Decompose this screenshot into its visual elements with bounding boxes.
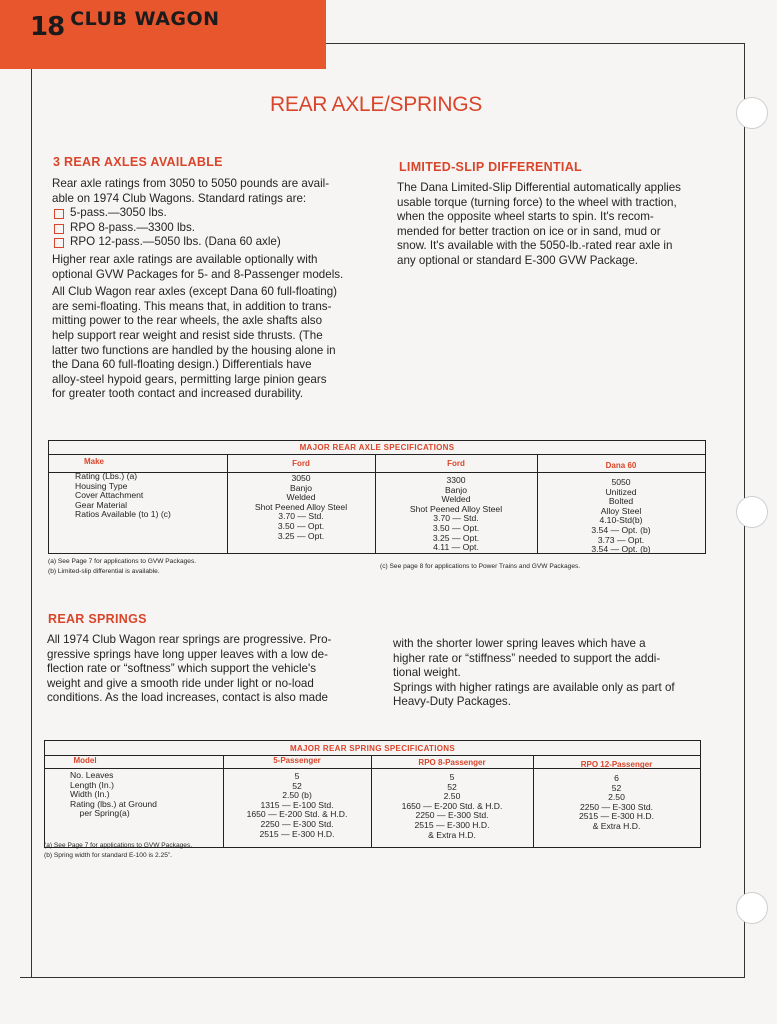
limited-slip-text-line: when the opposite wheel starts to spin. It's recom- [397,210,654,224]
table-cell: 2.50 [443,791,461,802]
limited-slip-body [397,181,681,269]
table-row-label: Length (In.) [70,779,114,790]
limited-slip-text-line: any optional or standard E-300 GVW Package. [397,253,639,267]
axle-table-footnotes [48,557,196,577]
table-row-label: Width (In.) [70,789,110,800]
axle-table-caption: MAJOR REAR AXLE SPECIFICATIONS [299,443,455,452]
springs-text-line: conditions. As the load increases, contact is also made [47,691,328,705]
axles-text-line: the Dana 60 full-floating design.) Differentials have [52,358,312,372]
springs-body-left [47,633,331,706]
table-cell: 2515 — E-300 H.D. [259,828,335,839]
table-cell: 3.50 — Opt. [277,520,325,531]
axles-list-item: RPO 12-pass.—5050 lbs. (Dana 60 axle) [52,235,343,250]
table-cell: & Extra H.D. [428,829,476,840]
table-cell: 5050 [611,477,631,487]
springs-text-line: weight and give a smooth ride under light or no-load [47,676,314,690]
table-row-label: Gear Material [75,499,128,510]
axles-heading: 3 REAR AXLES AVAILABLE [53,155,223,169]
axles-text-line: All Club Wagon rear axles (except Dana 60 full-floating) [52,285,338,299]
table-cell: Shot Peened Alloy Steel [254,501,348,512]
table-cell: 3.70 — Std. [433,513,479,524]
table-cell: 2250 — E-300 Std. [579,801,654,812]
axle-table-col-header: Ford [292,459,310,468]
springs-text-line: higher rate or “stiffness” needed to support the addi- [393,651,661,665]
spring-table-column [223,772,371,839]
binder-hole [736,97,768,129]
axle-table-col-header: Dana 60 [605,461,637,470]
table-cell: 3.50 — Opt. [432,522,480,533]
spring-table-col-header: RPO 12-Passenger [580,760,653,769]
table-cell: & Extra H.D. [592,820,641,831]
table-cell: Welded [441,494,471,505]
springs-text-line: gressive springs have long upper leaves with a low de- [47,647,328,661]
header-title [30,8,220,42]
axles-body [52,177,343,402]
page-number: 18 [30,12,65,42]
table-cell: Alloy Steel [600,505,642,516]
spring-table-row-labels [70,771,157,819]
axle-table-footnote-c: (c) See page 8 for applications to Power Trains and GVW Packages. [380,563,581,570]
binder-hole [736,496,768,528]
table-cell: 1315 — E-100 Std. [260,799,334,810]
spring-spec-table [44,740,701,848]
table-cell: 4.11 — Opt. [433,542,479,553]
table-cell: 3.54 — Opt. (b) [591,544,651,555]
table-cell: 5 [449,772,455,782]
table-row-label: No. Leaves [70,770,114,780]
table-rule [49,454,705,455]
table-cell: Bolted [608,496,634,507]
table-cell: Unitized [605,486,637,497]
axles-text-line: mitting power to the rear wheels, the axle shafts also [52,314,323,328]
axles-text-line: help support rear weight and resist side thrusts. (The [52,328,323,342]
axles-text-line: optional GVW Packages for 5- and 8-Passenger models. [52,267,344,281]
frame-line-bottom [20,977,745,978]
table-cell: Banjo [290,482,312,493]
springs-body-right [393,637,675,710]
table-rule [45,755,700,756]
spring-table-column [371,773,533,840]
table-cell: 2515 — E-300 H.D. [579,811,654,822]
limited-slip-heading: LIMITED-SLIP DIFFERENTIAL [399,160,582,174]
axle-table-column [375,476,537,553]
springs-text-line: with the shorter lower spring leaves which have a [393,637,646,650]
table-cell: 3050 [291,473,311,483]
table-cell: 52 [611,782,622,793]
axle-table-col-header: Ford [447,459,465,468]
table-cell: 1650 — E-200 Std. & H.D. [401,800,503,811]
table-row-label: Housing Type [75,480,128,491]
axle-table-row-labels [75,472,171,520]
axle-table-label-header: Make [83,457,104,466]
table-cell: 4.10-Std(b) [599,515,643,526]
axle-table-column [537,478,705,555]
table-cell: 3.73 — Opt. [597,534,645,545]
table-cell: 52 [292,780,302,791]
axles-text-line: are semi-floating. This means that, in addition to trans- [52,299,332,313]
footnote: (a) See Page 7 for applications to GVW Packages. [44,842,193,849]
page-title: REAR AXLE/SPRINGS [270,93,482,116]
table-row-label: Cover Attachment [75,490,144,501]
table-cell: 3.25 — Opt. [432,532,480,543]
table-row-label: per Spring(a) [70,808,130,819]
table-cell: 5 [294,771,300,781]
axles-list-item: 5-pass.—3050 lbs. [52,206,343,221]
table-cell: Shot Peened Alloy Steel [409,503,503,514]
axle-spec-table [48,440,706,554]
frame-line-left [31,69,32,978]
table-cell: 2250 — E-300 Std. [415,810,489,821]
springs-text-line: flection rate or “softness” which support the vehicle's [47,662,316,676]
spring-table-caption: MAJOR REAR SPRING SPECIFICATIONS [289,744,456,753]
springs-text-line: tional weight. [393,666,461,680]
spring-table-label-header: Model [73,756,97,765]
frame-line-top [326,43,745,44]
table-cell: 6 [614,773,619,783]
axles-text-line: able on 1974 Club Wagons. Standard ratings are: [52,191,307,205]
axles-text-line: Higher rear axle ratings are available optionally with [52,252,318,266]
table-cell: 52 [447,781,457,792]
axles-text-line: alloy-steel hypoid gears, permitting large pinion gears [52,372,327,386]
springs-text-line: All 1974 Club Wagon rear springs are progressive. Pro- [47,633,332,646]
axles-text-line: for greater tooth contact and increased durability. [52,387,304,401]
table-cell: 1650 — E-200 Std. & H.D. [246,809,348,820]
footnote: (b) Limited-slip differential is available. [48,568,160,575]
limited-slip-text-line: The Dana Limited-Slip Differential automatically applies [397,181,681,194]
axle-table-column [227,474,375,541]
spring-table-column [533,774,700,832]
table-cell: 3.25 — Opt. [277,530,325,541]
table-row-label: Ratios Available (to 1) (c) [75,509,171,520]
table-cell: 2.50 [608,792,625,803]
springs-heading: REAR SPRINGS [48,612,147,626]
table-cell: Banjo [445,484,467,495]
table-cell: 3.70 — Std. [278,511,324,522]
springs-text-line: Springs with higher ratings are available only as part of [393,680,675,694]
table-cell: 2515 — E-300 H.D. [414,819,490,830]
section-title: CLUB WAGON [70,8,220,30]
spring-table-col-header: RPO 8-Passenger [418,758,486,767]
table-cell: 2.50 (b) [282,790,312,801]
spring-table-col-header: 5-Passenger [273,756,321,765]
table-cell: 3300 [446,475,466,485]
axles-text-line: latter two functions are handled by the housing alone in [52,343,336,357]
spring-table-footnotes [44,841,192,861]
table-cell: Welded [286,492,316,503]
table-row-label: Rating (lbs.) at Ground [70,798,157,809]
axles-list-item: RPO 8-pass.—3300 lbs. [52,221,343,236]
footnote: (a) See Page 7 for applications to GVW Packages. [48,558,197,565]
limited-slip-text-line: snow. It's available with the 5050-lb.-rated rear axle in [397,239,673,253]
axles-text-line: Rear axle ratings from 3050 to 5050 pounds are avail- [52,177,330,190]
table-cell: 2250 — E-300 Std. [260,818,334,829]
footnote: (b) Spring width for standard E-100 is 2.25”. [44,852,172,859]
limited-slip-text-line: mended for better traction on ice or in sand, mud or [397,224,661,238]
table-row-label: Rating (Lbs.) (a) [75,471,138,481]
table-cell: 3.54 — Opt. (b) [591,524,651,535]
binder-hole [736,892,768,924]
springs-text-line: Heavy-Duty Packages. [393,695,511,709]
limited-slip-text-line: usable torque (turning force) to the wheel with traction, [397,195,677,209]
